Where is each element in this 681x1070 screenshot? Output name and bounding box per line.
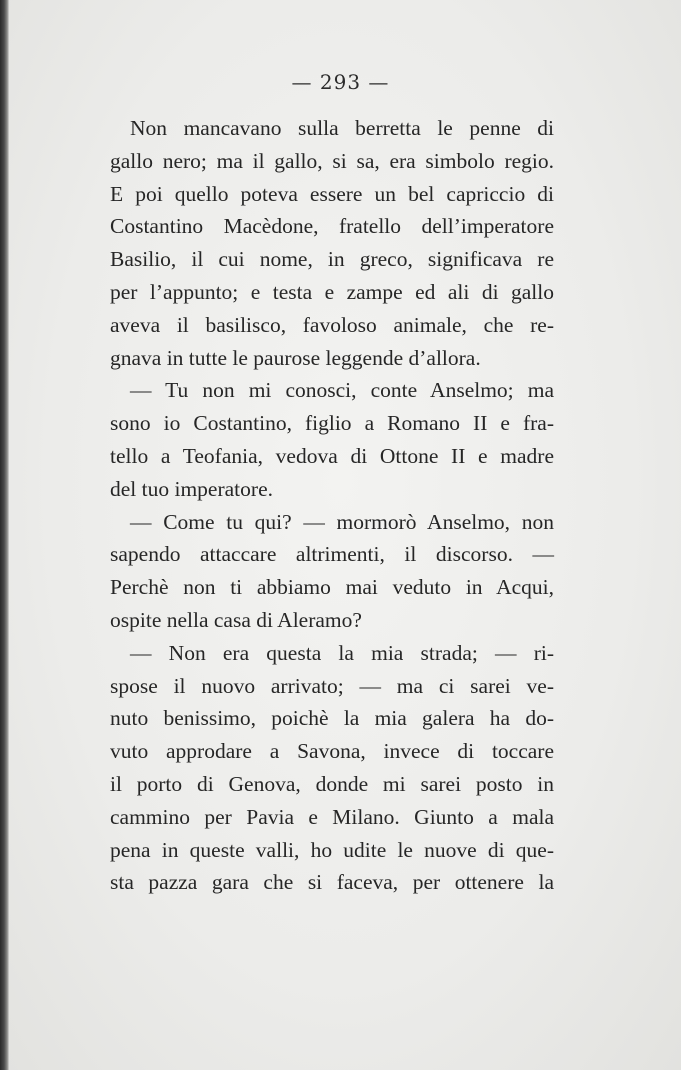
text-line: del tuo imperatore. [110, 476, 273, 501]
text-line: nuto benissimo, poichè la mia galera ha do- [110, 706, 554, 731]
text-line: il porto di Genova, donde mi sarei posto in [110, 771, 554, 796]
text-line: Perchè non ti abbiamo mai veduto in Acqui, [110, 575, 554, 600]
text-line: — Come tu qui? — mormorò Anselmo, non [130, 509, 554, 534]
page-number: — 293 — [291, 70, 390, 94]
text-line: Basilio, il cui nome, in greco, significava re [110, 247, 554, 272]
text-line: — Non era questa la mia strada; — ri- [130, 640, 554, 665]
text-line: ospite nella casa di Aleramo? [110, 607, 362, 632]
text-line: gnava in tutte le paurose leggende d’allora. [110, 345, 481, 370]
text-line: spose il nuovo arrivato; — ma ci sarei ve- [110, 673, 554, 698]
paragraph [110, 112, 554, 374]
text-line: vuto approdare a Savona, invece di toccare [110, 739, 554, 764]
book-spine-shadow [0, 0, 9, 1070]
text-line: Costantino Macèdone, fratello dell’imperatore [110, 214, 554, 239]
paragraph [110, 506, 554, 637]
text-line: sono io Costantino, figlio a Romano II e fra- [110, 411, 554, 436]
body-text [110, 112, 554, 899]
paragraph [110, 637, 554, 899]
text-line: tello a Teofania, vedova di Ottone II e madre [110, 443, 554, 468]
text-line: pena in queste valli, ho udite le nuove di que- [110, 837, 554, 862]
text-line: cammino per Pavia e Milano. Giunto a mala [110, 804, 554, 829]
text-line: aveva il basilisco, favoloso animale, che re- [110, 312, 554, 337]
text-line: Non mancavano sulla berretta le penne di [130, 116, 554, 140]
text-line: E poi quello poteva essere un bel capriccio di [110, 181, 554, 206]
text-line: — Tu non mi conosci, conte Anselmo; ma [130, 378, 554, 403]
text-line: per l’appunto; e testa e zampe ed ali di gallo [110, 279, 554, 304]
text-line: gallo nero; ma il gallo, si sa, era simbolo regio. [110, 148, 554, 173]
text-line: sapendo attaccare altrimenti, il discorso. — [110, 542, 554, 567]
paragraph [110, 374, 554, 505]
text-line: sta pazza gara che si faceva, per ottenere la [110, 870, 554, 895]
